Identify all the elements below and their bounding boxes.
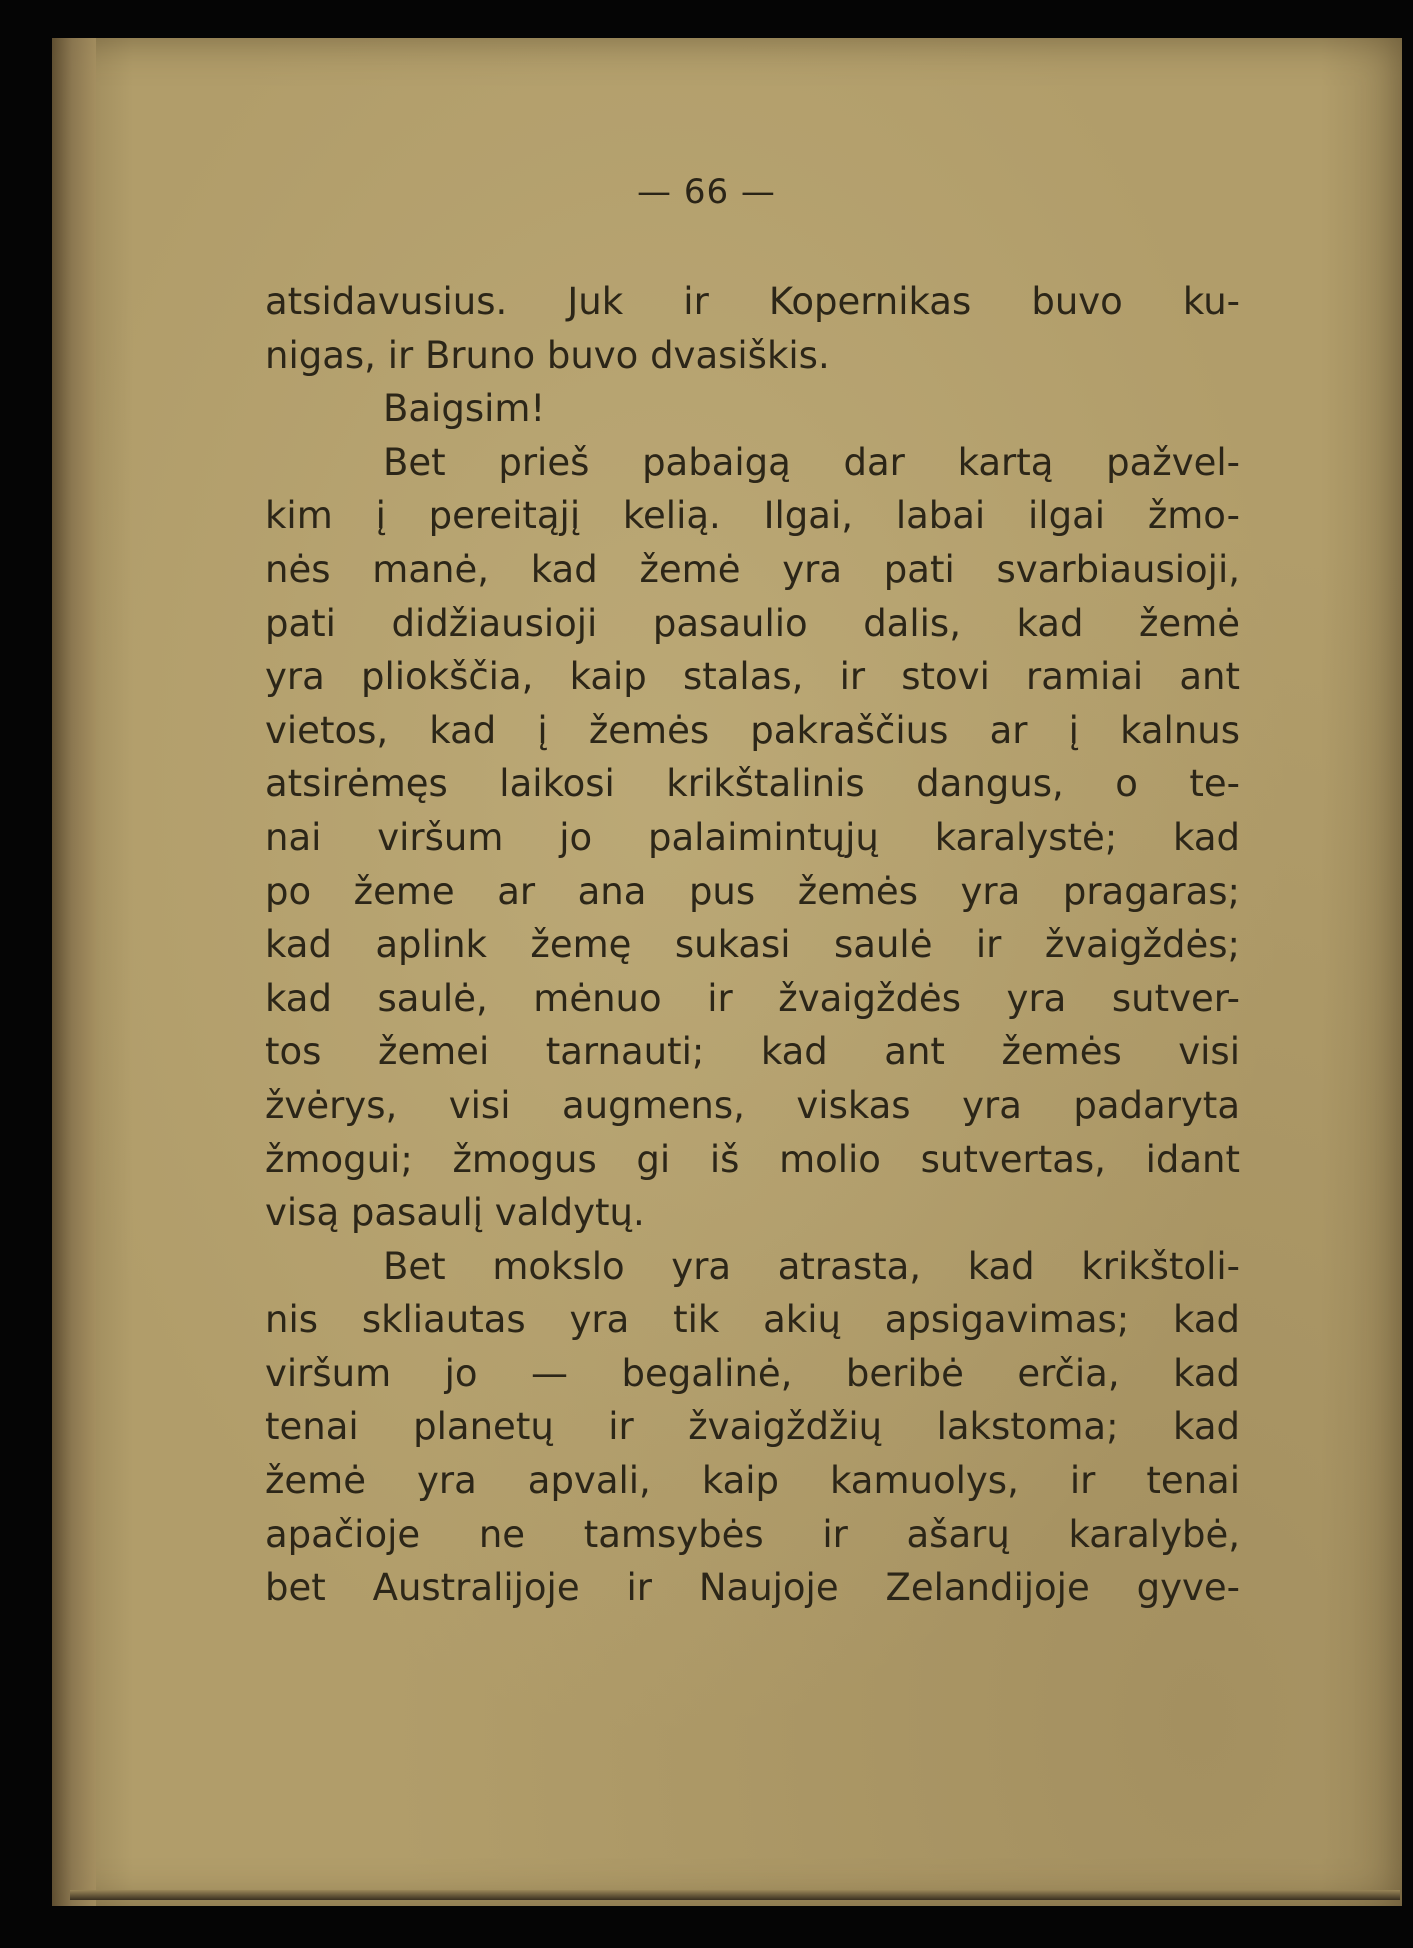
text-line: tenai planetų ir žvaigždžių lakstoma; kad — [265, 1405, 1240, 1449]
text-line: nai viršum jo palaimintųjų karalystė; kad — [265, 815, 1240, 859]
page-bottom-edge — [70, 1890, 1400, 1900]
text-line: viršum jo — begalinė, beribė erčia, kad — [265, 1351, 1240, 1395]
text-line: kad saulė, mėnuo ir žvaigždės yra sutver- — [265, 976, 1240, 1020]
text-line: apačioje ne tamsybės ir ašarų karalybė, — [265, 1512, 1240, 1556]
text-line: nės manė, kad žemė yra pati svarbiausioji, — [265, 547, 1240, 591]
text-line: Bet mokslo yra atrasta, kad krikštoli- — [383, 1244, 1240, 1288]
text-line: tos žemei tarnauti; kad ant žemės visi — [265, 1030, 1240, 1074]
text-line: atsidavusius. Juk ir Kopernikas buvo ku- — [265, 280, 1240, 323]
page-spine-shadow — [52, 38, 96, 1906]
text-line: nis skliautas yra tik akių apsigavimas; kad — [265, 1298, 1240, 1342]
text-line: kad aplink žemę sukasi saulė ir žvaigždės; — [265, 923, 1240, 967]
text-line: pati didžiausioji pasaulio dalis, kad žemė — [265, 601, 1240, 645]
text-line: žmogui; žmogus gi iš molio sutvertas, idant — [265, 1137, 1240, 1181]
body-text — [265, 275, 1240, 1615]
text-line: žvėrys, visi augmens, viskas yra padaryta — [265, 1083, 1240, 1127]
text-line: Baigsim! — [383, 387, 546, 431]
text-line: yra pliokščia, kaip stalas, ir stovi ramiai ant — [265, 655, 1240, 699]
text-line: po žeme ar ana pus žemės yra pragaras; — [265, 869, 1240, 913]
text-line: kim į pereitąjį kelią. Ilgai, labai ilgai žmo- — [265, 494, 1240, 538]
text-line: visą pasaulį valdytų. — [265, 1191, 645, 1235]
text-line: nigas, ir Bruno buvo dvasiškis. — [265, 333, 830, 377]
text-line: bet Australijoje ir Naujoje Zelandijoje gyve- — [265, 1566, 1240, 1610]
text-line: atsirėmęs laikosi krikštalinis dangus, o te- — [265, 762, 1240, 806]
text-line: vietos, kad į žemės pakraščius ar į kalnus — [265, 708, 1240, 752]
text-line: Bet prieš pabaigą dar kartą pažvel- — [383, 440, 1240, 484]
page-number: — 66 — — [637, 172, 776, 212]
text-line: žemė yra apvali, kaip kamuolys, ir tenai — [265, 1459, 1240, 1503]
